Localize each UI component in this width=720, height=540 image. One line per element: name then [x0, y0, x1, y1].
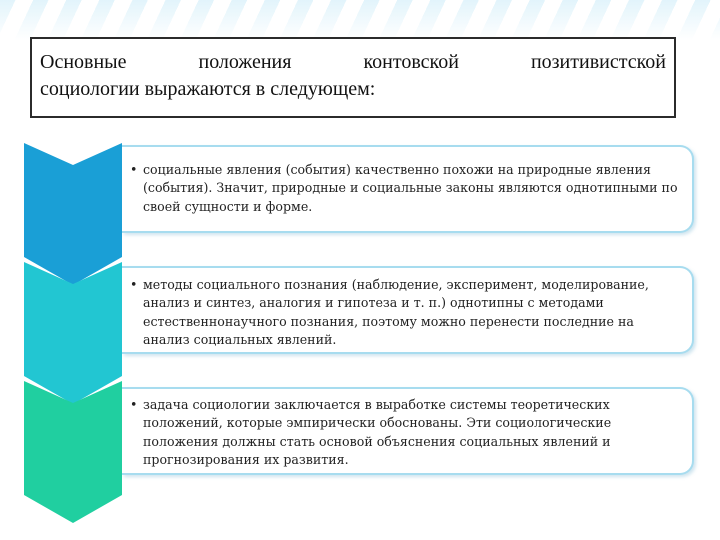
item-card-1 [122, 145, 694, 233]
title-box [30, 37, 676, 118]
item-card-2-content [130, 268, 684, 350]
chevron-arrow-3-shape [24, 381, 122, 523]
item-text-2: методы социального познания (наблюдение, эксперимент, моделирование, анализ и синтез, аналогия и гипотеза и т. п.) однотипны с методами естественнонаучного познания, поэтому можно перенести последние на анализ социальных явлений. [143, 277, 649, 348]
title-line-1 [40, 49, 666, 76]
header-stripes-fade [0, 0, 720, 40]
item-card-2 [122, 266, 694, 354]
bullet-2: • [130, 277, 138, 292]
title-word-3: контовской [363, 51, 459, 73]
item-card-3-content [130, 389, 684, 470]
title-line-2: социологии выражаются в следующем: [40, 78, 376, 100]
item-text-1: социальные явления (события) качественно похожи на природные явления (события). Значит, природные и социальные законы являются однотипными по своей сущности и форме. [143, 162, 678, 214]
item-card-3 [122, 387, 694, 475]
item-card-1-content [130, 147, 684, 216]
title-word-1: Основные [40, 51, 127, 73]
bullet-3: • [130, 397, 138, 412]
title-word-2: положения [198, 51, 292, 73]
item-text-3: задача социологии заключается в выработке системы теоретических положений, которые эмпирически обоснованы. Эти социологические положения должны стать основой объяснения социальных явлений и прогнозирования их развития. [143, 397, 612, 468]
title-word-4: позитивистской [530, 51, 666, 73]
bullet-1: • [130, 162, 138, 177]
chevron-arrow-3 [24, 381, 122, 523]
